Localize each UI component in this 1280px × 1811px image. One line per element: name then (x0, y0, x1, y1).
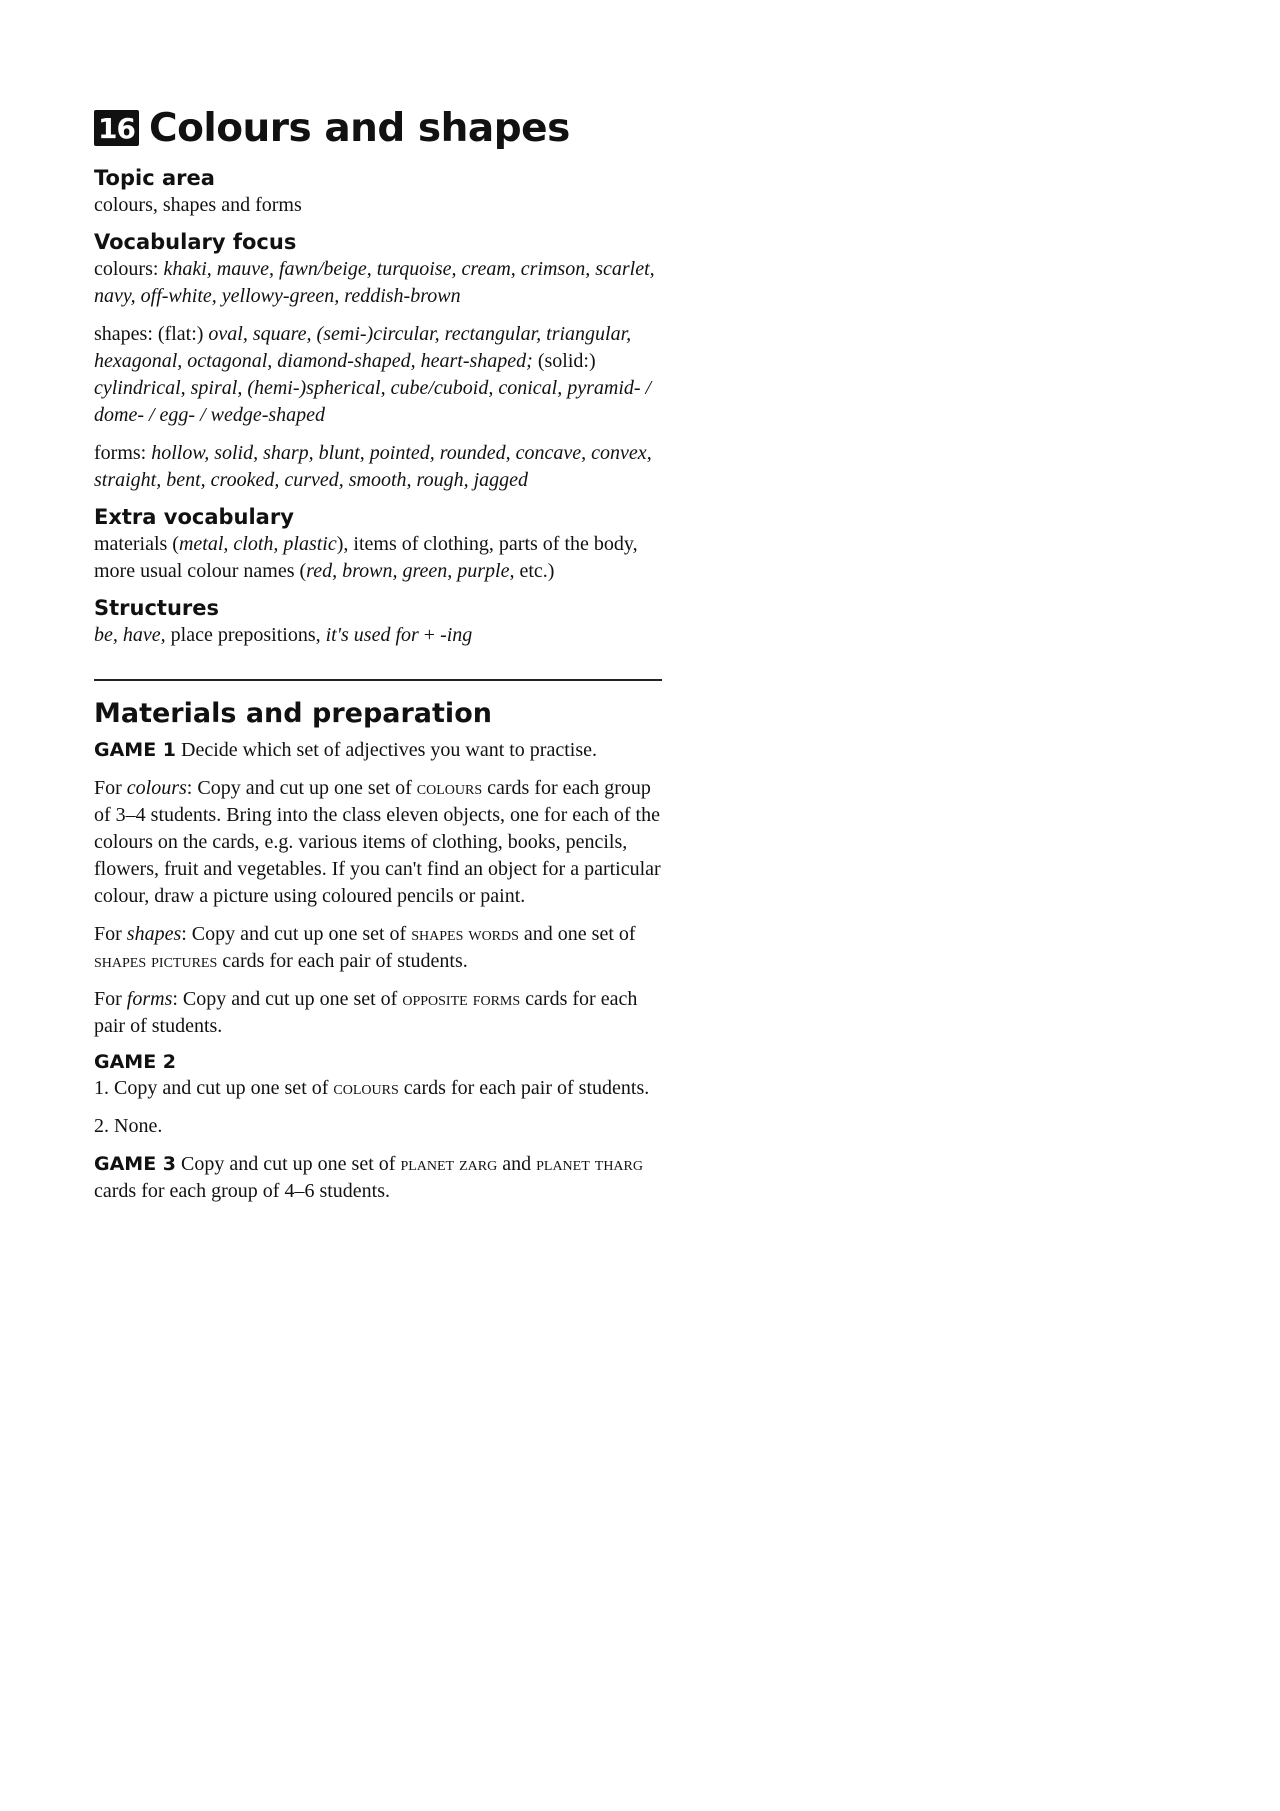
content-column (94, 100, 669, 1216)
topic-area-text: colours, shapes and forms (94, 194, 302, 216)
extra-vocabulary-text (94, 531, 669, 585)
page-title: Colours and shapes (148, 105, 570, 151)
forms-paragraph (94, 986, 669, 1040)
materials-heading: Materials and preparation (94, 698, 492, 729)
shapes-text-1: : Copy and cut up one set of (181, 923, 412, 945)
game1-paragraph (94, 737, 669, 764)
game1-label: GAME 1 (94, 739, 177, 761)
extra-vocabulary-heading: Extra vocabulary (94, 505, 294, 529)
forms-text-2: cards for each pair of students. (94, 988, 638, 1037)
vocab-shapes-solid-items: cylindrical, spiral, (hemi-)spherical, cube/cuboid, conical, pyramid- / dome- / egg- / wedge-shaped (94, 377, 652, 426)
game2-heading: GAME 2 (94, 1051, 177, 1073)
topic-area-heading: Topic area (94, 166, 215, 190)
extra-text-2: ), items of clothing, parts of the body, more usual colour names ( (94, 533, 638, 582)
shapes-text-3: cards for each pair of students. (217, 950, 468, 972)
forms-intro: For (94, 988, 127, 1010)
shapes-text-2: and one set of (518, 923, 636, 945)
section-divider (94, 679, 662, 681)
shapes-paragraph (94, 921, 669, 975)
shapes-card-name-2: shapes pictures (94, 950, 218, 972)
shapes-card-name-1: shapes words (411, 923, 519, 945)
colours-text-1: : Copy and cut up one set of (186, 777, 417, 799)
structures-italic-3: -ing (440, 624, 473, 646)
game2-card-name: colours (333, 1077, 399, 1099)
shapes-word: shapes (126, 923, 182, 945)
game1-text: Decide which set of adjectives you want to practise. (176, 739, 597, 761)
vocabulary-focus-heading: Vocabulary focus (94, 230, 297, 254)
game3-text-1: Copy and cut up one set of (176, 1153, 401, 1175)
structures-text-1: place prepositions, (165, 624, 326, 646)
game3-paragraph (94, 1151, 669, 1205)
forms-card-name: opposite forms (402, 988, 521, 1010)
forms-text-1: : Copy and cut up one set of (172, 988, 403, 1010)
vocab-shapes-flat-items: oval, square, (semi-)circular, rectangular, triangular, hexagonal, octagonal, diamond-shaped, heart-shaped; (94, 323, 632, 372)
game3-text-2: and (497, 1153, 537, 1175)
vocab-shapes-label: shapes: (94, 323, 158, 345)
vocab-shapes-paragraph (94, 321, 669, 429)
colours-text-2: cards for each group of 3–4 students. Bring into the class eleven objects, one for each of the colours on the cards, e.g. various items of clothing, books, pencils, flowers, fruit and vegetables. If you can't find an object for a particular colour, draw a picture using coloured pencils or paint. (94, 777, 661, 907)
colours-intro: For (94, 777, 127, 799)
colours-word: colours (126, 777, 187, 799)
game3-text-3: cards for each group of 4–6 students. (94, 1180, 391, 1202)
game3-card-name-2: planet tharg (536, 1153, 643, 1175)
extra-italic-2: red, brown, green, purple, (306, 560, 515, 582)
game2-text-2: cards for each pair of students. (398, 1077, 650, 1099)
forms-word: forms (126, 988, 173, 1010)
colours-paragraph (94, 775, 669, 910)
vocab-forms-paragraph (94, 440, 669, 494)
vocab-colours-paragraph (94, 256, 669, 310)
structures-heading: Structures (94, 596, 220, 620)
title-row (94, 100, 669, 156)
structures-italic-2: it's used for (325, 624, 419, 646)
vocab-shapes-solid-label: (solid:) (532, 350, 596, 372)
vocab-colours-items: khaki, mauve, fawn/beige, turquoise, cream, crimson, scarlet, navy, off-white, yellowy-green, reddish-brown (94, 258, 655, 307)
game2-text-1: 1. Copy and cut up one set of (94, 1077, 334, 1099)
game3-label: GAME 3 (94, 1153, 177, 1175)
extra-italic-1: metal, cloth, plastic (178, 533, 337, 555)
vocab-forms-items: hollow, solid, sharp, blunt, pointed, rounded, concave, convex, straight, bent, crooked, curved, smooth, rough, jagged (94, 442, 652, 491)
vocab-colours-label: colours: (94, 258, 164, 280)
game2-paragraph-2: 2. None. (94, 1115, 163, 1137)
structures-text (94, 622, 669, 649)
vocab-forms-label: forms: (94, 442, 152, 464)
extra-text-1: materials ( (94, 533, 179, 555)
structures-text-2: + (418, 624, 441, 646)
game3-card-name-1: planet zarg (400, 1153, 498, 1175)
vocab-shapes-flat-label: (flat:) (157, 323, 209, 345)
game2-paragraph-1 (94, 1075, 669, 1102)
colours-card-name: colours (416, 777, 483, 799)
unit-number-badge: 16 (94, 110, 139, 146)
extra-text-3: etc.) (514, 560, 555, 582)
structures-italic-1: be, have, (94, 624, 166, 646)
shapes-intro: For (94, 923, 127, 945)
